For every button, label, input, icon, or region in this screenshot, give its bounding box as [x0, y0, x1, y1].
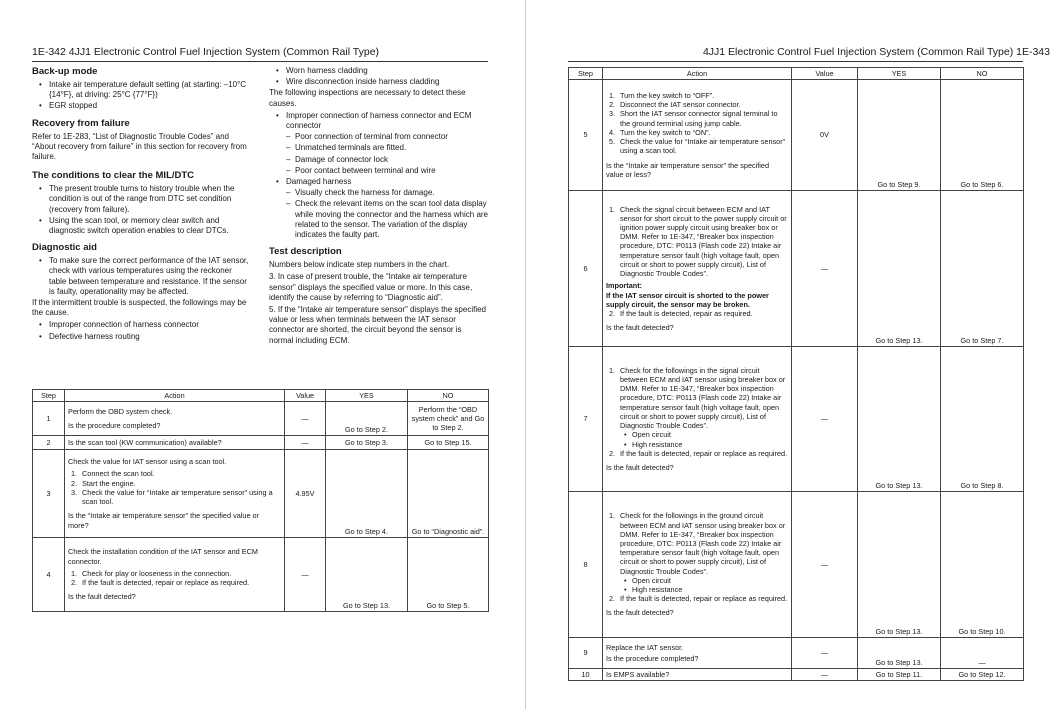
step-no: Go to Step 6.: [941, 80, 1024, 191]
col-header-no: NO: [408, 390, 489, 402]
table-row: [569, 492, 1024, 638]
list-item: • Intake air temperature default setting (at starting: –10°C {14°F}, at driving: 25°C {77°F}): [32, 80, 250, 100]
col-header-value: Value: [792, 68, 858, 80]
step-yes: Go to Step 9.: [858, 80, 941, 191]
step-yes: Go to Step 13.: [858, 492, 941, 638]
col-header-value: Value: [285, 390, 326, 402]
list-item: • Worn harness cladding: [269, 66, 488, 76]
step-number: 5: [569, 80, 603, 191]
left-column-1: [32, 66, 250, 348]
step-yes: Go to Step 13.: [858, 638, 941, 669]
step-no: Perform the “OBD system check” and Go to Step 2.: [408, 402, 489, 436]
step-action: Is EMPS available?: [603, 669, 792, 681]
table-header-row: [569, 68, 1024, 80]
table-row: [33, 538, 489, 612]
step-value: —: [792, 492, 858, 638]
step-value: —: [792, 638, 858, 669]
list-item: • Damaged harness: [269, 177, 488, 187]
step-yes: Go to Step 3.: [326, 436, 408, 450]
step-number: 9: [569, 638, 603, 669]
test-step-5: 5. If the “Intake air temperature sensor” displays the specified value or less when terminals between the IAT sensor connector are shorted, the circuit beyond the sensor is normal including ECM.: [269, 305, 486, 345]
step-value: 4.95V: [285, 450, 326, 538]
section-title-diagnostic-aid: Diagnostic aid: [32, 242, 97, 254]
step-number: 10: [569, 669, 603, 681]
intermittent-text: If the intermittent trouble is suspected, the followings may be the cause.: [32, 298, 247, 318]
table-row: [569, 191, 1024, 347]
table-row: [569, 638, 1024, 669]
backup-list: [32, 80, 250, 112]
step-number: 6: [569, 191, 603, 347]
step-no: Go to Step 5.: [408, 538, 489, 612]
page-header-left: 1E-342 4JJ1 Electronic Control Fuel Injection System (Common Rail Type): [32, 46, 380, 58]
list-item: – Visually check the harness for damage.: [269, 188, 488, 198]
step-action: Check the installation condition of the IAT sensor and ECM connector. 1. Check for play or looseness in the connection. 2. If the fault is detected, repair or replace as required. Is the fault detected?: [65, 538, 285, 612]
recovery-text: Refer to 1E-283, “List of Diagnostic Trouble Codes” and “About recovery from failure” in this section for recovery from failure.: [32, 131, 247, 162]
list-item: • Using the scan tool, or memory clear switch and diagnostic switch operation enables to clear DTCs.: [32, 216, 250, 236]
table-row: [33, 402, 489, 436]
step-value: —: [285, 402, 326, 436]
list-item: • Wire disconnection inside harness cladding: [269, 77, 488, 87]
list-item: • Improper connection of harness connector: [32, 320, 250, 330]
col-header-yes: YES: [326, 390, 408, 402]
left-column-2: [269, 66, 488, 348]
inspection-list: [269, 111, 488, 240]
col-header-action: Action: [603, 68, 792, 80]
list-item: • Improper connection of harness connector and ECM connector: [269, 111, 488, 131]
table-row: [33, 436, 489, 450]
table-row: [33, 450, 489, 538]
list-item: • To make sure the correct performance of the IAT sensor, check with various temperatures using the reckoner table between temperature and resistance. If the sensor is faulty, operationality may be affected.: [32, 256, 250, 297]
step-yes: Go to Step 4.: [326, 450, 408, 538]
section-title-conditions: The conditions to clear the MIL/DTC: [32, 170, 195, 182]
table-row: [569, 80, 1024, 191]
step-value: —: [792, 347, 858, 492]
step-action: Check the value for IAT sensor using a scan tool. 1. Connect the scan tool. 2. Start the engine. 3. Check the value for “Intake air temperature sensor” using a scan tool. Is the “Intake air temperature sensor” the specified value or more?: [65, 450, 285, 538]
step-number: 2: [33, 436, 65, 450]
cause-list: [32, 320, 250, 341]
step-value: —: [285, 436, 326, 450]
right-page: [526, 0, 1051, 709]
step-no: Go to Step 15.: [408, 436, 489, 450]
step-no: —: [941, 638, 1024, 669]
table-row: [569, 669, 1024, 681]
header-rule: [568, 61, 1023, 62]
conditions-list: [32, 184, 250, 236]
step-action: 1. Check for the followings in the ground circuit between ECM and IAT sensor using breaker box or DMM. Refer to 1E-347, “Breaker box inspection procedure, DTC: P0113 (Flash code 22) Intake air temperature sensor fault (high voltage fault, open circuit or short to power supply circuit), List of Diagnostic Trouble Codes”. • Open circuit • High resistance 2. If the fault is detected, repair or replace as required. Is the fault detected?: [603, 492, 792, 638]
harness-list: [269, 66, 488, 87]
list-item: – Poor connection of terminal from connector: [269, 132, 488, 142]
step-action: 1. Turn the key switch to “OFF”. 2. Disconnect the IAT sensor connector. 3. Short the IAT sensor connector signal terminal to the ground terminal using jump cable. 4. Turn the key switch to “ON”. 5. Check the value for “Intake air temperature sensor” using a scan tool. Is the “Intake air temperature sensor” the specified value or less?: [603, 80, 792, 191]
step-value: —: [792, 191, 858, 347]
step-number: 4: [33, 538, 65, 612]
step-value: —: [792, 669, 858, 681]
step-action: 1. Check the signal circuit between ECM and IAT sensor for short circuit to the power supply circuit or ignition power supply circuit using breaker box or DMM. Refer to 1E-347, “Breaker box inspection procedure, DTC: P0113 (Flash code 22) Intake air temperature sensor fault (high voltage fault, open circuit or short to power supply circuit), List of Diagnostic Trouble Codes”. Important: If the IAT sensor circuit is shorted to the power supply circuit, the sensor may be broken. 2. If the fault is detected, repair as required. Is the fault detected?: [603, 191, 792, 347]
step-no: Go to Step 8.: [941, 347, 1024, 492]
step-action: Perform the OBD system check. Is the procedure completed?: [65, 402, 285, 436]
step-yes: Go to Step 13.: [858, 347, 941, 492]
list-item: • EGR stopped: [32, 101, 250, 111]
step-value: —: [285, 538, 326, 612]
test-step-3: 3. In case of present trouble, the “Intake air temperature sensor” displays the specified value or more. In this case, identify the cause by referring to “Diagnostic aid”.: [269, 272, 473, 302]
page-header-right: 4JJ1 Electronic Control Fuel Injection System (Common Rail Type) 1E-343: [702, 46, 1050, 58]
list-item: – Poor contact between terminal and wire: [269, 166, 488, 176]
step-number: 3: [33, 450, 65, 538]
diagnostic-table-left: [32, 389, 489, 612]
col-header-action: Action: [65, 390, 285, 402]
header-rule: [32, 61, 488, 62]
step-yes: Go to Step 13.: [326, 538, 408, 612]
section-title-test: Test description: [269, 246, 342, 258]
list-item: – Check the relevant items on the scan tool data display while moving the connector and the harness which are related to the sensor. The variation of the display indicates the faulty part.: [269, 199, 488, 240]
inspections-text: The following inspections are necessary to detect these causes.: [269, 88, 466, 108]
section-title-backup: Back-up mode: [32, 66, 98, 77]
step-no: Go to Step 7.: [941, 191, 1024, 347]
step-number: 8: [569, 492, 603, 638]
step-no: Go to Step 10.: [941, 492, 1024, 638]
col-header-step: Step: [33, 390, 65, 402]
list-item: – Damage of connector lock: [269, 155, 488, 165]
section-title-recovery: Recovery from failure: [32, 117, 130, 129]
step-yes: Go to Step 11.: [858, 669, 941, 681]
step-no: Go to Step 12.: [941, 669, 1024, 681]
col-header-step: Step: [569, 68, 603, 80]
step-action: Replace the IAT sensor. Is the procedure completed?: [603, 638, 792, 669]
step-yes: Go to Step 13.: [858, 191, 941, 347]
step-action: Is the scan tool (KW communication) available?: [65, 436, 285, 450]
col-header-yes: YES: [858, 68, 941, 80]
step-number: 7: [569, 347, 603, 492]
col-header-no: NO: [941, 68, 1024, 80]
step-no: Go to “Diagnostic aid”.: [408, 450, 489, 538]
list-item: • The present trouble turns to history trouble when the condition is out of the range from DTC set condition (recovery from failure).: [32, 184, 250, 215]
step-value: 0V: [792, 80, 858, 191]
step-yes: Go to Step 2.: [326, 402, 408, 436]
list-item: – Unmatched terminals are fitted.: [269, 143, 488, 153]
diagnostic-aid-list: [32, 256, 250, 297]
table-header-row: [33, 390, 489, 402]
table-row: [569, 347, 1024, 492]
left-page: [0, 0, 525, 709]
step-number: 1: [33, 402, 65, 436]
test-intro: Numbers below indicate step numbers in the chart.: [269, 260, 450, 270]
step-action: 1. Check for the followings in the signal circuit between ECM and IAT sensor using breaker box or DMM. Refer to 1E-347, “Breaker box inspection procedure, DTC: P0113 (Flash code 22) Intake air temperature sensor fault (high voltage fault, open circuit or short to power supply circuit), List of Diagnostic Trouble Codes”. • Open circuit • High resistance 2. If the fault is detected, repair or replace as required. Is the fault detected?: [603, 347, 792, 492]
list-item: • Defective harness routing: [32, 332, 250, 342]
diagnostic-table-right: [568, 67, 1024, 681]
